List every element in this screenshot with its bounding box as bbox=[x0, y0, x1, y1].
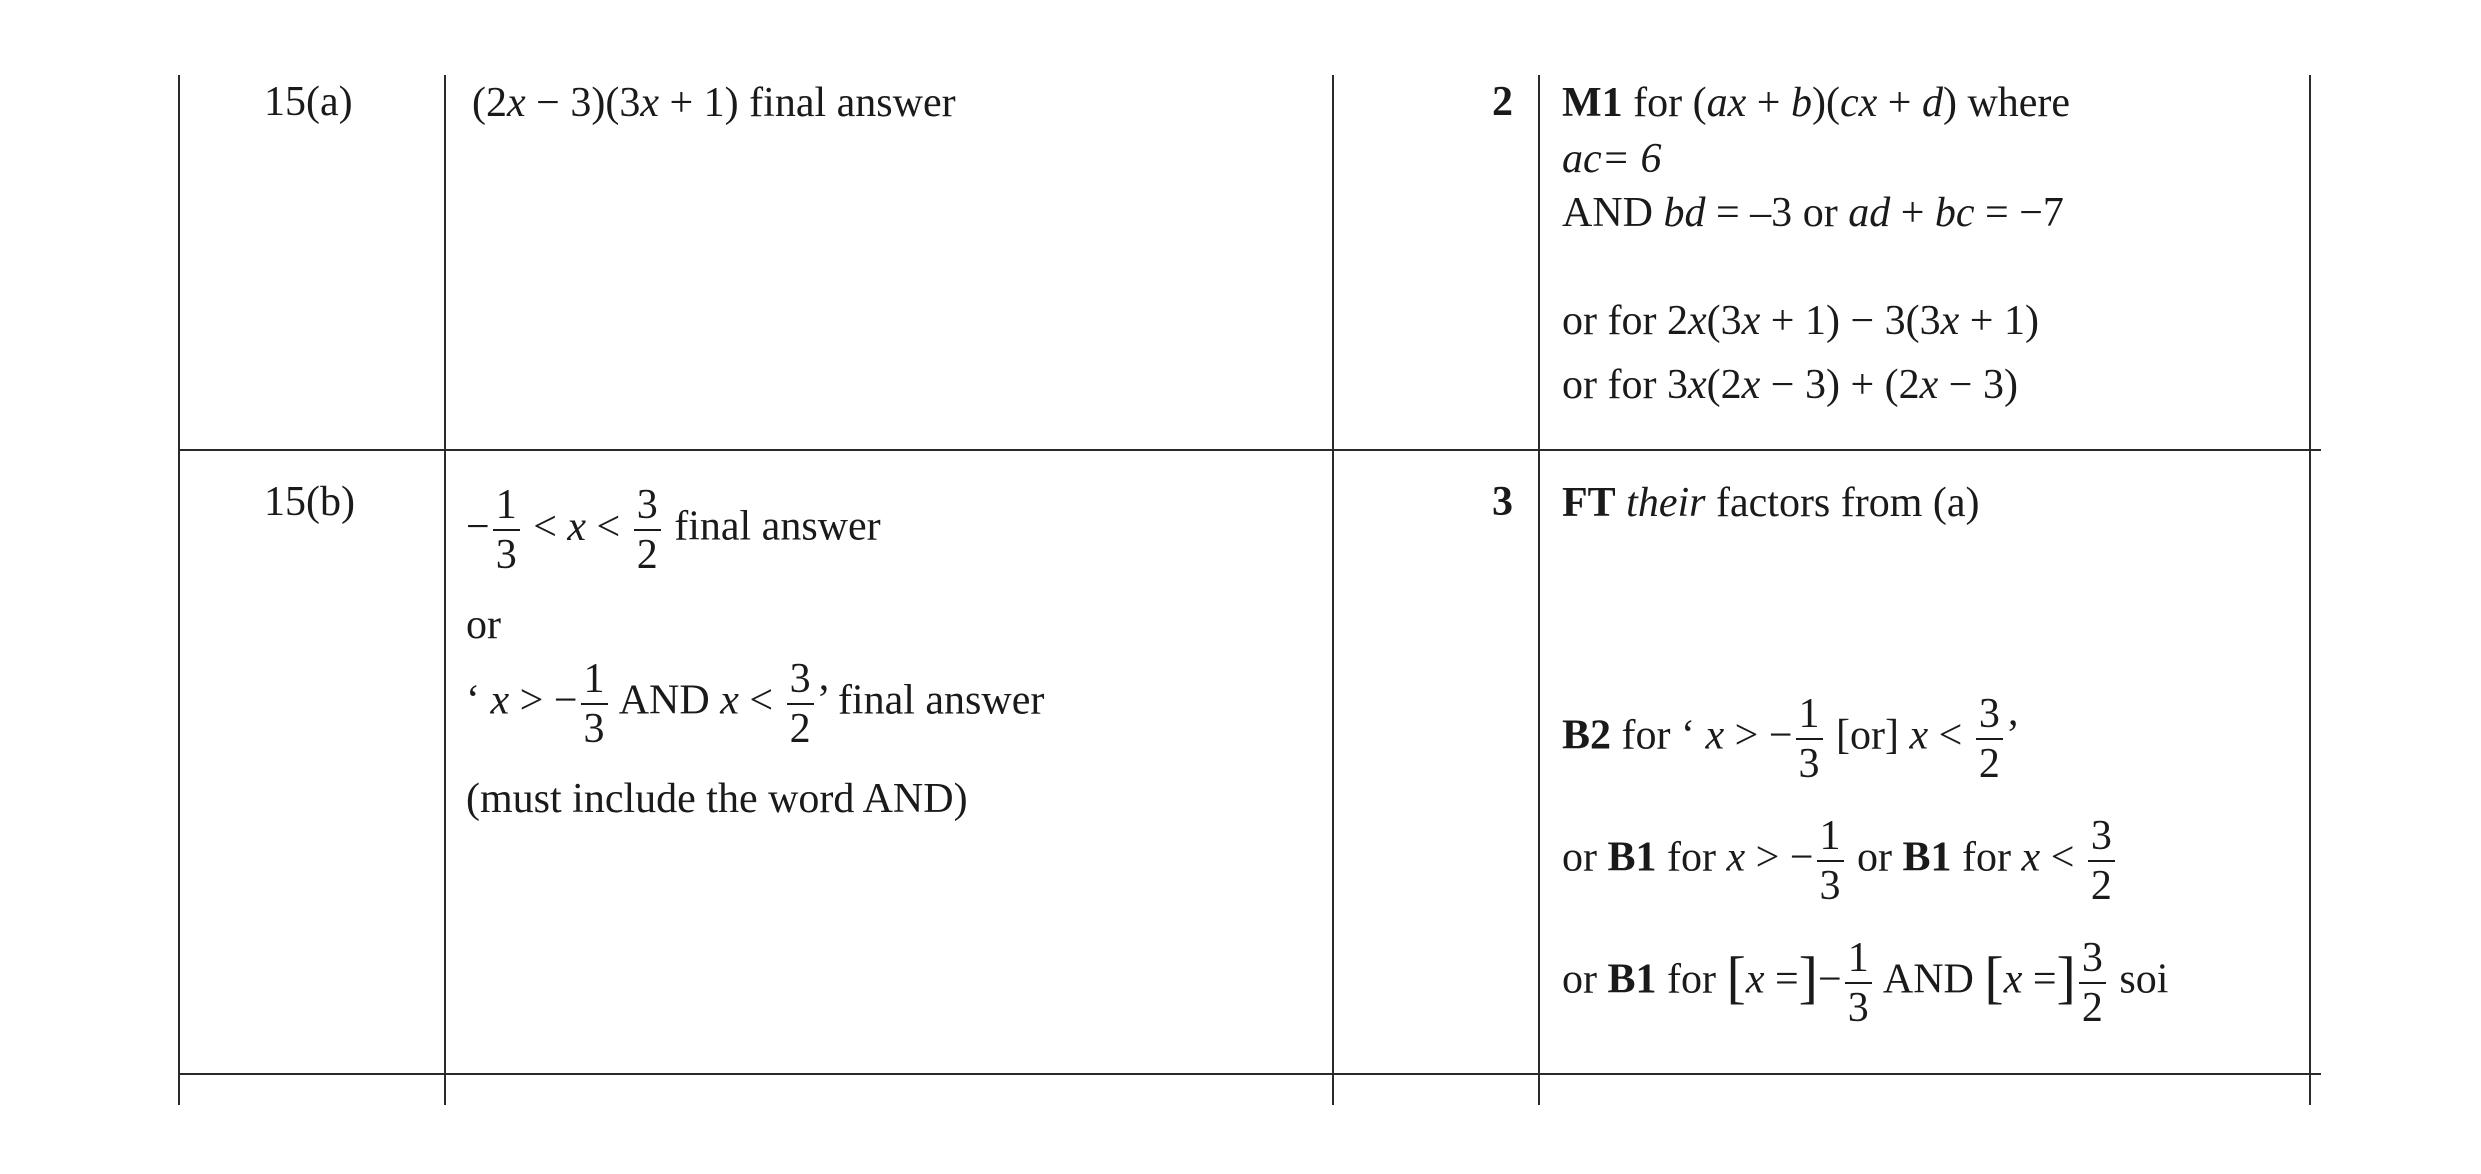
mark-code-m1: M1 bbox=[1562, 80, 1623, 126]
notes-line-alt1: or for 2x(3x + 1) − 3(3x + 1) bbox=[1562, 298, 2039, 344]
answer-alt-line: ‘ x > − $\frac{1}{3}$ AND x < $\frac{3}{2}$ ’ final answer bbox=[466, 656, 1045, 752]
inequality-expression: − $\frac{1}{3}$ < x < $\frac{3}{2}$ bbox=[466, 504, 664, 550]
column-divider-1 bbox=[444, 75, 446, 1105]
column-divider-3 bbox=[1538, 75, 1540, 1105]
marks-15b: 3 bbox=[1492, 479, 1513, 525]
notes-line-b1-inequalities: or B1 for x > − $\frac{1}{3}$ or B1 for x < $\frac{3}{2}$ bbox=[1562, 815, 2118, 907]
row-divider-1 bbox=[178, 449, 2321, 451]
notes-line-b2: B2 for ‘ x > − $\frac{1}{3}$ [or] x < $\frac{3}{2}$ ’ bbox=[1562, 691, 2020, 787]
answer-line bbox=[472, 78, 956, 128]
column-divider-2 bbox=[1332, 75, 1334, 1105]
general-form-expression: (ax + b)(cx + d) bbox=[1692, 80, 1957, 126]
notes-line-m1: M1 for (ax + b)(cx + d) where bbox=[1562, 80, 2071, 126]
answer-note: (must include the word AND) bbox=[466, 776, 968, 822]
notes-line-ac bbox=[1562, 134, 1661, 184]
row-divider-2 bbox=[178, 1073, 2321, 1075]
mark-code-b1: B1 bbox=[1902, 834, 1952, 881]
answer-expression: (2x − 3)(3x + 1) bbox=[472, 80, 739, 126]
answer-inequality-line bbox=[466, 484, 881, 576]
notes-line-b1-values: or B1 for [x =]− $\frac{1}{3}$ AND [x =] $\frac{3}{2}$ soi bbox=[1562, 935, 2169, 1031]
condition-bd: bd = –3 bbox=[1663, 190, 1793, 236]
condition-ad-bc: ad + bc = −7 bbox=[1848, 190, 2064, 236]
mark-code-b1: B1 bbox=[1607, 834, 1657, 881]
question-number-15b: 15(b) bbox=[264, 479, 355, 525]
mark-code-b1: B1 bbox=[1607, 956, 1657, 1003]
table-border-right bbox=[2309, 75, 2311, 1105]
alt-expression-2: 3x(2x − 3) + (2x − 3) bbox=[1666, 362, 2018, 408]
mark-code-b2: B2 bbox=[1562, 712, 1612, 759]
notes-line-bd: AND bd = –3 or ad + bc = −7 bbox=[1562, 190, 2064, 236]
question-number-15a: 15(a) bbox=[264, 79, 353, 125]
condition-ac: ac= 6 bbox=[1562, 136, 1662, 182]
notes-line-alt2: or for 3x(2x − 3) + (2x − 3) bbox=[1562, 362, 2018, 408]
answer-final-label: final answer bbox=[749, 80, 956, 126]
answer-final-label: final answer bbox=[674, 503, 881, 550]
answer-or: or bbox=[466, 602, 501, 648]
mark-code-ft: FT bbox=[1562, 480, 1616, 526]
table-border-left bbox=[178, 75, 180, 1105]
alt-expression-1: 2x(3x + 1) − 3(3x + 1) bbox=[1666, 298, 2039, 344]
notes-line-ft: FT their factors from (a) bbox=[1562, 480, 1980, 526]
marks-15a: 2 bbox=[1492, 79, 1513, 125]
